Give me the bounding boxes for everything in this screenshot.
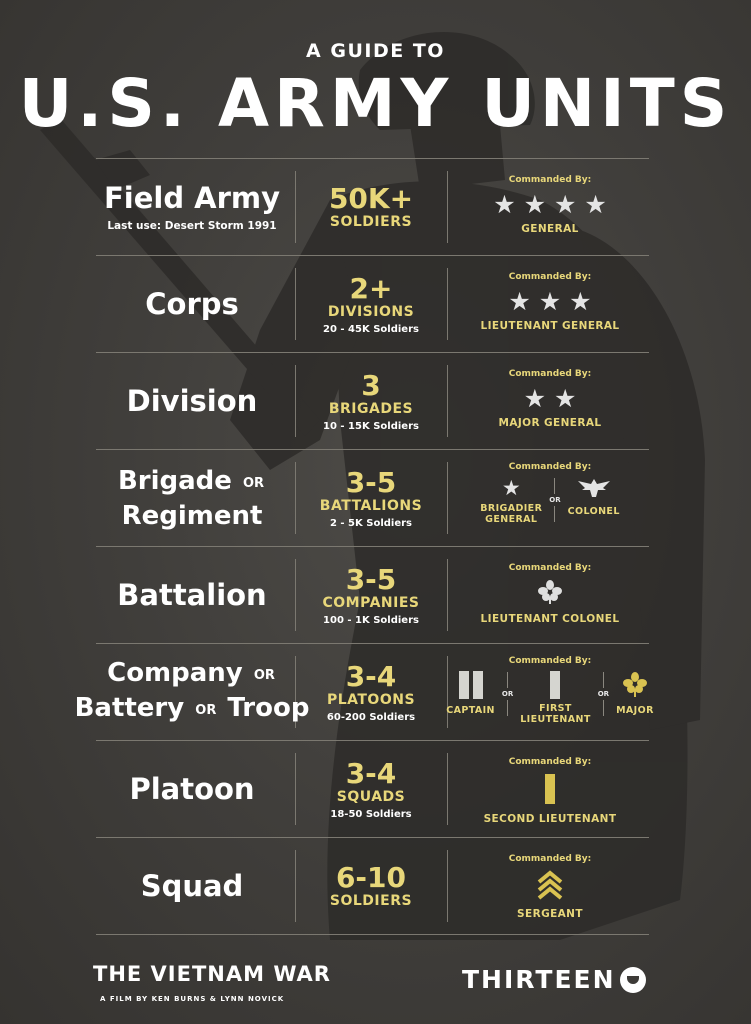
- rank-label: [520, 703, 591, 725]
- column-divider: [295, 850, 296, 922]
- thirteen-mark-icon: [620, 967, 646, 993]
- unit-name-cell: [96, 838, 288, 934]
- sergeant-chevrons-icon: [537, 870, 563, 902]
- rank-option: [568, 476, 620, 517]
- soldier-range: 60-200 Soldiers: [326, 712, 416, 723]
- unit-size-cell: [301, 159, 441, 255]
- rank-label: LIEUTENANT GENERAL: [480, 320, 620, 332]
- insignia: [537, 579, 563, 605]
- unit-name: Corps: [145, 286, 239, 321]
- units-table: [74, 158, 654, 935]
- commander-cell: [451, 741, 649, 837]
- star-icon: ★ ★ ★ ★: [493, 190, 607, 219]
- rank-label-line: GENERAL: [485, 514, 538, 525]
- or-separator: [549, 476, 560, 522]
- rank-option: [616, 670, 654, 716]
- unit-name-cell: [96, 450, 288, 546]
- commanded-by-label: Commanded By:: [508, 369, 592, 379]
- commanded-by-label: Commanded By:: [508, 462, 592, 472]
- soldier-range: 18-50 Soldiers: [330, 809, 412, 820]
- column-divider: [447, 559, 448, 631]
- star-icon: ★: [501, 476, 521, 500]
- commander-cell: [451, 256, 649, 352]
- commander-cell: [451, 450, 649, 546]
- rank-label-line: BRIGADIER: [480, 503, 543, 514]
- unit-name-cell: [96, 159, 288, 255]
- unit-row-field-army: [96, 159, 649, 256]
- gold-oak-leaf-icon: [622, 670, 648, 700]
- unit-subunit: BRIGADES: [328, 401, 414, 417]
- unit-name-primary: Company: [107, 658, 243, 688]
- unit-name-cell: [96, 256, 288, 352]
- rank-option: [446, 670, 495, 716]
- insignia: [537, 870, 563, 902]
- film-credit: A FILM BY KEN BURNS & LYNN NOVICK: [100, 995, 285, 1003]
- column-divider: [295, 753, 296, 825]
- unit-row-company: [74, 644, 654, 741]
- unit-count: 50K+: [328, 182, 414, 215]
- four-star-icon: [492, 191, 608, 219]
- unit-count: 2+: [349, 272, 393, 305]
- commander-cell: [451, 353, 649, 449]
- column-divider: [295, 268, 296, 340]
- unit-subunit: COMPANIES: [322, 595, 420, 611]
- column-divider: [447, 462, 448, 534]
- rank-label: GENERAL: [521, 223, 579, 235]
- commander-cell: [451, 159, 649, 255]
- unit-name: Platoon: [129, 771, 255, 806]
- star-icon: ★ ★: [523, 384, 577, 413]
- column-divider: [447, 365, 448, 437]
- or-text: OR: [597, 690, 610, 698]
- unit-name-primary: Brigade: [117, 465, 232, 496]
- unit-name-cell: [96, 547, 288, 643]
- unit-subunit: PLATOONS: [326, 692, 416, 708]
- unit-name-cell: [96, 353, 288, 449]
- unit-count: 3-5: [345, 563, 397, 596]
- rank-option: [480, 476, 542, 525]
- commanded-by-label: Commanded By:: [508, 272, 592, 282]
- lieutenant-bar-icon: [548, 670, 562, 700]
- rank-label-line: FIRST: [539, 703, 572, 714]
- unit-row-corps: [96, 256, 649, 353]
- column-divider: [447, 171, 448, 243]
- unit-count: 3-4: [345, 660, 397, 693]
- unit-count: 3-4: [345, 757, 397, 790]
- gold-bar-icon: [543, 773, 557, 805]
- page-title: U.S. ARMY UNITS: [18, 65, 733, 142]
- rank-options: [446, 670, 654, 725]
- insignia: [543, 773, 557, 805]
- thirteen-logo: [462, 965, 646, 994]
- rank-label: SECOND LIEUTENANT: [483, 813, 617, 825]
- soldier-range: 2 - 5K Soldiers: [329, 518, 412, 529]
- column-divider: [295, 559, 296, 631]
- unit-name: Battalion: [117, 577, 267, 612]
- unit-name-alt-2: Troop: [227, 693, 310, 723]
- unit-name-cell: [74, 644, 310, 740]
- unit-row-brigade: [96, 450, 649, 547]
- unit-row-platoon: [96, 741, 649, 838]
- unit-subunit: SOLDIERS: [329, 893, 413, 909]
- unit-size-cell: [301, 450, 441, 546]
- or-separator: [598, 670, 609, 716]
- rank-label: MAJOR GENERAL: [498, 417, 602, 429]
- unit-size-cell: [301, 741, 441, 837]
- eagle-icon: [576, 476, 612, 500]
- rank-options: [480, 476, 620, 525]
- rank-label: COLONEL: [567, 506, 620, 517]
- unit-subunit: BATTALIONS: [319, 498, 423, 514]
- two-star-icon: [523, 385, 578, 413]
- unit-subunit: SQUADS: [336, 789, 406, 805]
- unit-name-alt: [75, 692, 310, 727]
- unit-size-cell: [301, 644, 441, 740]
- three-star-icon: [507, 288, 592, 316]
- commanded-by-label: Commanded By:: [508, 854, 592, 864]
- unit-name: Division: [126, 383, 258, 418]
- oak-leaf-icon: [537, 579, 563, 605]
- unit-size-cell: [301, 353, 441, 449]
- column-divider: [295, 365, 296, 437]
- or-connector: OR: [253, 668, 275, 683]
- column-divider: [447, 753, 448, 825]
- or-text: OR: [501, 690, 514, 698]
- unit-size-cell: [301, 547, 441, 643]
- film-title: THE VIETNAM WAR: [93, 962, 331, 986]
- soldier-range: 10 - 15K Soldiers: [323, 421, 419, 432]
- rank-option: [520, 670, 591, 725]
- column-divider: [447, 850, 448, 922]
- soldier-range: 20 - 45K Soldiers: [323, 324, 419, 335]
- commanded-by-label: Commanded By:: [508, 563, 592, 573]
- commander-cell: [451, 838, 649, 934]
- commander-cell: [446, 644, 654, 740]
- commanded-by-label: Commanded By:: [508, 656, 592, 666]
- unit-count: 6-10: [335, 861, 407, 894]
- commanded-by-label: Commanded By:: [508, 175, 592, 185]
- unit-size-cell: [301, 256, 441, 352]
- rank-label: [480, 503, 542, 525]
- unit-name: [118, 465, 266, 500]
- rank-label: MAJOR: [616, 705, 654, 716]
- rank-label: LIEUTENANT COLONEL: [480, 613, 620, 625]
- or-text: OR: [549, 496, 561, 504]
- soldier-range: 100 - 1K Soldiers: [323, 615, 419, 626]
- unit-row-division: [96, 353, 649, 450]
- commander-cell: [451, 547, 649, 643]
- last-use-note: Last use: Desert Storm 1991: [107, 220, 277, 232]
- unit-name-cell: [96, 741, 288, 837]
- brand-name: THIRTEEN: [462, 965, 616, 994]
- unit-subunit: SOLDIERS: [329, 214, 413, 230]
- unit-row-squad: [96, 838, 649, 935]
- unit-count: 3: [361, 369, 381, 402]
- or-connector: OR: [195, 703, 217, 718]
- unit-subunit: DIVISIONS: [327, 304, 415, 320]
- column-divider: [295, 171, 296, 243]
- unit-name-alt-1: Battery: [74, 693, 185, 723]
- unit-name: [107, 657, 277, 692]
- unit-name: Squad: [140, 868, 244, 903]
- unit-count: 3-5: [345, 466, 397, 499]
- unit-row-battalion: [96, 547, 649, 644]
- unit-name: Field Army: [103, 181, 281, 215]
- column-divider: [295, 462, 296, 534]
- kicker: A GUIDE TO: [306, 40, 445, 62]
- unit-size-cell: [301, 838, 441, 934]
- rank-label-line: LIEUTENANT: [520, 714, 591, 725]
- captain-bars-icon: [456, 670, 486, 700]
- column-divider: [447, 268, 448, 340]
- or-connector: OR: [242, 475, 265, 491]
- or-separator: [502, 670, 513, 716]
- rank-label: CAPTAIN: [446, 705, 495, 716]
- star-icon: ★ ★ ★: [508, 287, 592, 316]
- commanded-by-label: Commanded By:: [508, 757, 592, 767]
- unit-name-alt: Regiment: [121, 500, 263, 531]
- rank-label: SERGEANT: [517, 908, 583, 920]
